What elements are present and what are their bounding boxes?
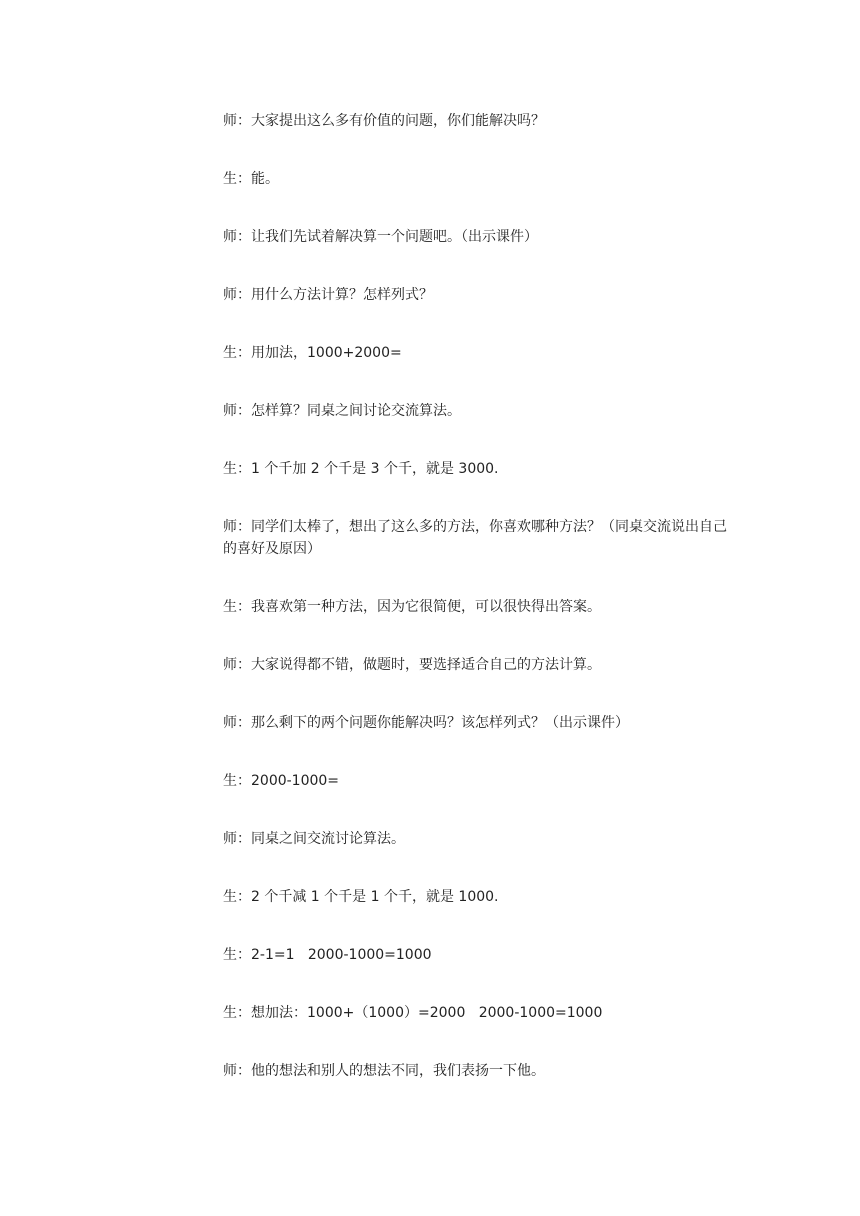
paragraph: 师：用什么方法计算？怎样列式？	[223, 287, 433, 303]
paragraph: 生：能。	[223, 171, 279, 187]
paragraph: 师：让我们先试着解决算一个问题吧。（出示课件）	[223, 229, 538, 245]
paragraph: 生：想加法：1000+（1000）=2000 2000-1000=1000	[223, 1005, 603, 1021]
paragraph: 生：2000-1000=	[223, 773, 340, 789]
paragraph: 生：2-1=1 2000-1000=1000	[223, 947, 432, 963]
paragraph: 生：2 个千减 1 个千是 1 个千，就是 1000.	[223, 889, 499, 905]
paragraph: 师：大家提出这么多有价值的问题，你们能解决吗？	[223, 113, 545, 129]
paragraph: 师：同桌之间交流讨论算法。	[223, 831, 405, 847]
paragraph: 师：那么剩下的两个问题你能解决吗？该怎样列式？（出示课件）	[223, 715, 629, 731]
paragraph: 师：大家说得都不错，做题时，要选择适合自己的方法计算。	[223, 657, 601, 673]
paragraph: 师：怎样算？同桌之间讨论交流算法。	[223, 403, 461, 419]
document-body	[223, 110, 733, 1118]
paragraph: 生：用加法，1000+2000=	[223, 345, 402, 361]
paragraph: 师：他的想法和别人的想法不同，我们表扬一下他。	[223, 1063, 545, 1079]
paragraph: 师：同学们太棒了，想出了这么多的方法，你喜欢哪种方法？（同桌交流说出自己的喜好及原因）	[223, 519, 727, 557]
paragraph: 生：1 个千加 2 个千是 3 个千，就是 3000.	[223, 461, 499, 477]
paragraph: 生：我喜欢第一种方法，因为它很简便，可以很快得出答案。	[223, 599, 601, 615]
